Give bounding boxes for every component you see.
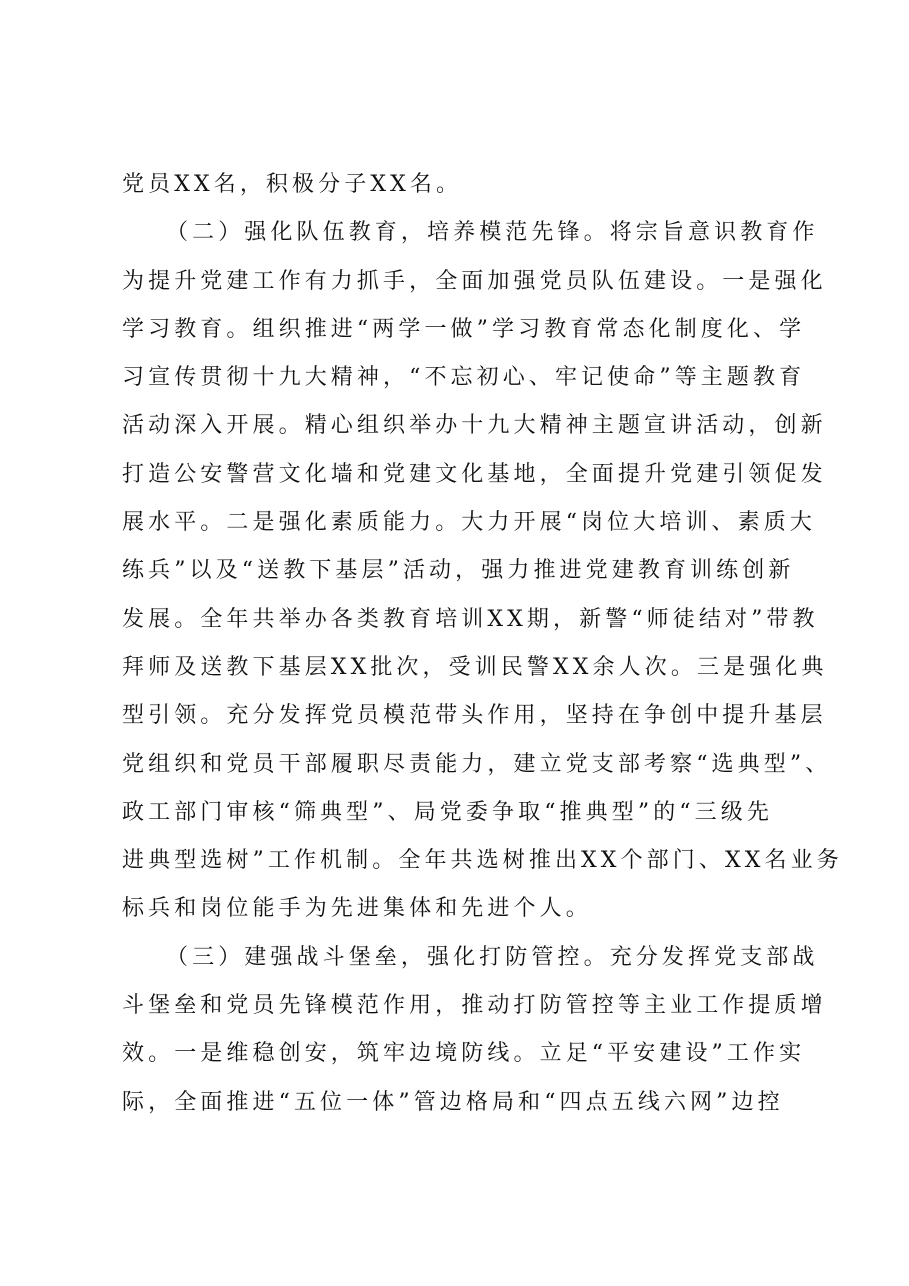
text-line: 进典型选树”工作机制。全年共选树推出XX个部门、XX名业务	[122, 848, 843, 874]
text-line: 展水平。二是强化素质能力。大力开展“岗位大培训、素质大	[122, 510, 816, 536]
paragraph-heading-2: （二）强化队伍教育，培养模范先锋。将宗旨意识教育作	[166, 220, 819, 246]
text-line: 为提升党建工作有力抓手，全面加强党员队伍建设。一是强化	[122, 268, 827, 294]
text-line: 效。一是维稳创安，筑牢边境防线。立足“平安建设”工作实	[122, 1041, 806, 1067]
document-body	[122, 161, 843, 1127]
text-line: 斗堡垒和党员先锋模范作用，推动打防管控等主业工作提质增	[122, 993, 827, 1019]
paragraph-heading-3: （三）建强战斗堡垒，强化打防管控。充分发挥党支部战	[166, 944, 819, 970]
text-line: 打造公安警营文化墙和党建文化基地，全面提升党建引领促发	[122, 461, 827, 487]
text-line: 型引领。充分发挥党员模范带头作用，坚持在争创中提升基层	[122, 703, 827, 729]
text-line: 党员XX名，积极分子XX名。	[122, 172, 463, 197]
text-line: 拜师及送教下基层XX批次，受训民警XX余人次。三是强化典	[122, 654, 828, 680]
text-line: 练兵”以及“送教下基层”活动，强力推进党建教育训练创新	[122, 558, 795, 584]
text-line: 际，全面推进“五位一体”管边格局和“四点五线六网”边控	[122, 1089, 784, 1115]
text-line: 发展。全年共举办各类教育培训XX期，新警“师徒结对”带教	[122, 606, 819, 632]
text-line: 习宣传贯彻十九大精神，“不忘初心、牢记使命”等主题教育	[122, 365, 806, 391]
text-line: 标兵和岗位能手为先进集体和先进个人。	[122, 896, 592, 922]
text-line: 学习教育。组织推进“两学一做”学习教育常态化制度化、学	[122, 316, 806, 342]
text-line: 活动深入开展。精心组织举办十九大精神主题宣讲活动，创新	[122, 413, 827, 439]
text-line: 政工部门审核“筛典型”、局党委争取“推典型”的“三级先	[122, 799, 773, 825]
text-line: 党组织和党员干部履职尽责能力，建立党支部考察“选典型”、	[122, 751, 832, 777]
